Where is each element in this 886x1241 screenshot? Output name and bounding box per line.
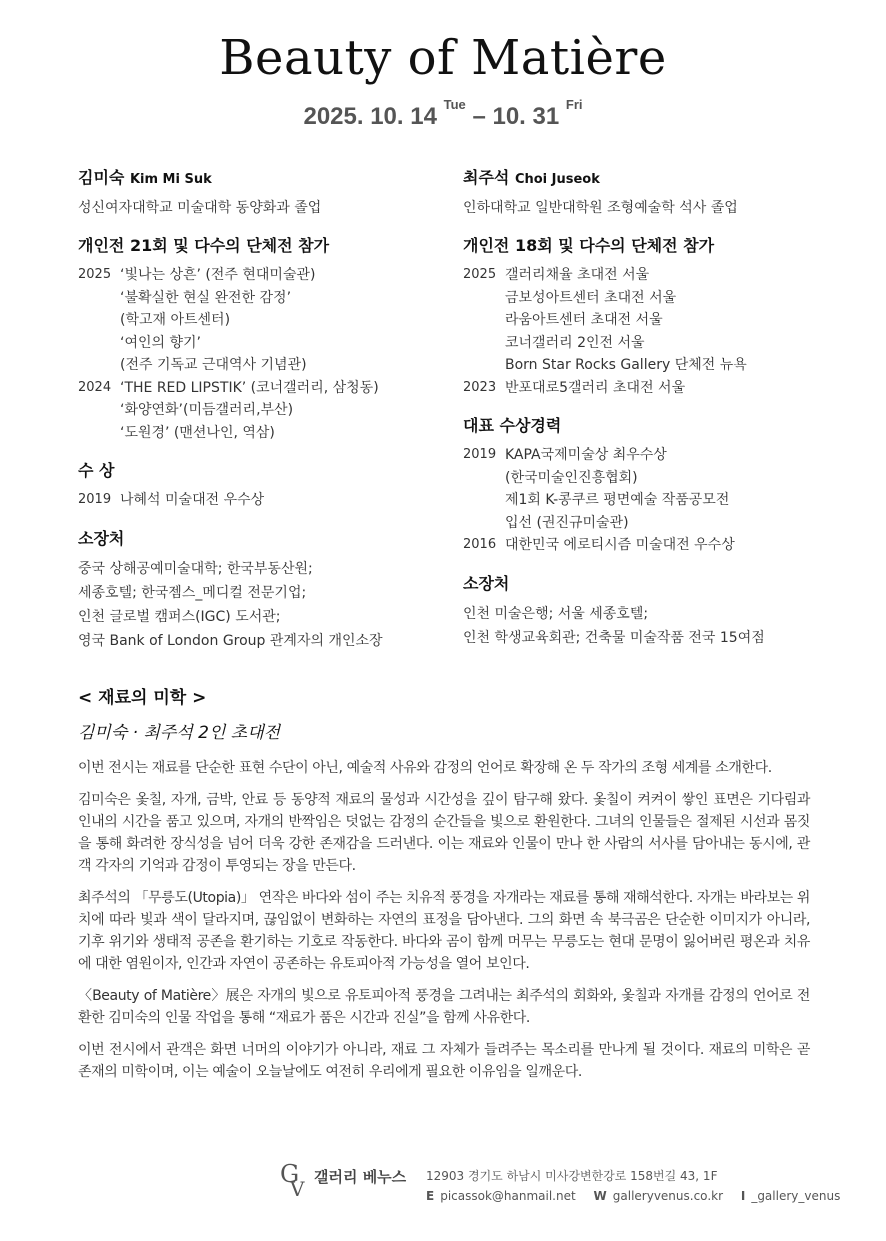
entry-line: ‘여인의 향기’ — [120, 334, 201, 351]
artist-name-ko: 최주석 — [463, 168, 510, 187]
entry-year: 2023 — [463, 379, 497, 395]
entry-year: 2019 — [78, 492, 112, 507]
exhibition-title: Beauty of Matière — [219, 30, 667, 86]
entry-lines — [505, 534, 735, 557]
awards-list — [78, 489, 468, 512]
collections-heading: 소장처 — [78, 528, 125, 548]
exhibitions-list — [78, 264, 468, 444]
collections-heading: 소장처 — [463, 573, 510, 593]
entry-line: KAPA국제미술상 최우수상 — [505, 447, 667, 463]
year-entry — [463, 534, 853, 557]
essay-paragraph: 이번 전시에서 관객은 화면 너머의 이야기가 아니라, 재료 그 자체가 들려주는 목소리를 만나게 될 것이다. 재료의 미학은 곧 존재의 미학이며, 이는 예술이 오늘날에도 여전히 우리에게 필요한 이유임을 일깨운다. — [78, 1042, 810, 1080]
entry-line: (전주 기독교 근대역사 기념관) — [120, 357, 307, 373]
artist-name — [463, 165, 853, 188]
entry-line: ‘화양연화’(미듬갤러리,부산) — [120, 402, 294, 418]
exhibition-dates — [0, 97, 886, 131]
collections-list — [463, 602, 853, 650]
day-end: Fri — [565, 97, 583, 112]
exhibitions-list — [463, 264, 853, 399]
collection-line: 인천 글로벌 캠퍼스(IGC) 도서관; — [78, 608, 281, 625]
entry-line: Born Star Rocks Gallery 단체전 뉴욕 — [505, 357, 747, 373]
artist-kim-column — [78, 165, 468, 653]
date-end: 10. 31 — [492, 103, 560, 130]
entry-line: 입선 (권진규미술관) — [505, 514, 629, 531]
instagram-label: I — [740, 1189, 746, 1203]
exhibitions-heading: 개인전 21회 및 다수의 단체전 참가 — [78, 236, 330, 255]
entry-line: 반포대로5갤러리 초대전 서울 — [505, 379, 686, 396]
entry-line: ‘도원경’ (맨션나인, 역삼) — [120, 424, 275, 441]
entry-line: 금보성아트센터 초대전 서울 — [505, 289, 677, 306]
email-link[interactable]: picassok@hanmail.net — [440, 1189, 576, 1203]
awards-heading: 수 상 — [78, 461, 115, 480]
year-entry — [78, 377, 468, 445]
entry-year: 2025 — [463, 267, 497, 282]
entry-line: 갤러리채율 초대전 서울 — [505, 267, 650, 283]
artist-name-en: Choi Juseok — [514, 172, 600, 187]
entry-line: 제1회 K-콩쿠르 평면예술 작품공모전 — [505, 492, 730, 508]
entry-year: 2019 — [463, 447, 497, 462]
gallery-address: 12903 경기도 하남시 미사강변한강로 158번길 43, 1F — [426, 1169, 718, 1183]
artist-name-en: Kim Mi Suk — [129, 172, 212, 187]
instagram-link[interactable]: _gallery_venus — [751, 1189, 841, 1203]
artist-education: 성신여자대학교 미술대학 동양화과 졸업 — [78, 200, 322, 216]
year-entry — [463, 377, 853, 400]
entry-line: 라움아트센터 초대전 서울 — [505, 312, 663, 328]
website-link[interactable]: galleryvenus.co.kr — [612, 1189, 724, 1203]
gallery-contacts — [426, 1189, 840, 1203]
entry-lines — [120, 264, 315, 377]
artist-choi-column — [463, 165, 853, 650]
entry-line: ‘불확실한 현실 완전한 감정’ — [120, 289, 292, 306]
gallery-name: 갤러리 베누스 — [314, 1168, 407, 1186]
collection-line: 영국 Bank of London Group 관계자의 개인소장 — [78, 632, 383, 649]
artist-name — [78, 165, 468, 188]
entry-lines — [120, 489, 264, 512]
entry-lines — [505, 377, 685, 400]
entry-line: (학고재 아트센터) — [120, 312, 231, 328]
entry-year: 2025 — [78, 267, 112, 282]
date-dash: – — [472, 103, 486, 130]
web-label: W — [593, 1189, 607, 1203]
entry-line: 코너갤러리 2인전 서울 — [505, 334, 645, 351]
essay-paragraph: 김미숙은 옻칠, 자개, 금박, 안료 등 동양적 재료의 물성과 시간성을 깊이 탐구해 왔다. 옻칠이 켜켜이 쌓인 표면은 기다림과 인내의 시간을 품고 있으며, 자개의 반짝임은 덧없는 감정의 순간들을 빛으로 환원한다. 그녀의 인물들은 절제된 시선과 몸짓을 통해 화려한 장식성을 넘어 더욱 강한 존재감을 드러낸다. 이는 재료와 인물이 만나 한 사람의 서사를 담아내는 동시에, 관객 각자의 기억과 감정이 투영되는 장을 만든다. — [78, 792, 810, 874]
collection-line: 인천 학생교육회관; 건축물 미술작품 전국 15여점 — [463, 629, 765, 646]
entry-line: 대한민국 에로티시즘 미술대전 우수상 — [505, 537, 735, 553]
entry-lines — [505, 264, 747, 377]
collections-list — [78, 557, 468, 653]
logo-letter-g: G — [280, 1160, 300, 1188]
year-entry — [463, 264, 853, 377]
entry-line: 나혜석 미술대전 우수상 — [120, 492, 265, 508]
awards-heading: 대표 수상경력 — [463, 416, 562, 435]
essay-section — [78, 683, 810, 1093]
exhibitions-heading: 개인전 18회 및 다수의 단체전 참가 — [463, 236, 715, 255]
artist-name-ko: 김미숙 — [78, 168, 125, 187]
gallery-logo-icon — [278, 1158, 312, 1200]
collection-line: 세종호텔; 한국젬스_메디컬 전문기업; — [78, 584, 307, 601]
entry-lines — [120, 377, 379, 445]
logo-letter-v: V — [290, 1177, 305, 1200]
entry-year: 2016 — [463, 537, 497, 552]
entry-line: ‘빛나는 상흔’ (전주 현대미술관) — [120, 267, 316, 283]
entry-line: ‘THE RED LIPSTIK’ (코너갤러리, 삼청동) — [120, 379, 379, 396]
email-label: E — [426, 1189, 435, 1203]
entry-lines — [505, 444, 729, 534]
artist-education: 인하대학교 일반대학원 조형예술학 석사 졸업 — [463, 200, 738, 216]
essay-heading: < 재료의 미학 > — [78, 688, 207, 708]
year-entry — [78, 264, 468, 377]
awards-list — [463, 444, 853, 557]
essay-paragraph: 이번 전시는 재료를 단순한 표현 수단이 아닌, 예술적 사유와 감정의 언어로 확장해 온 두 작가의 조형 세계를 소개한다. — [78, 760, 772, 776]
essay-subheading: 김미숙 · 최주석 2인 초대전 — [78, 723, 281, 743]
essay-paragraph: 〈Beauty of Matière〉展은 자개의 빛으로 유토피아적 풍경을 그려내는 최주석의 회화와, 옻칠과 자개를 감정의 언어로 전환한 김미숙의 인물 작업을 통해 “재료가 품은 시간과 진실”을 함께 사유한다. — [78, 988, 810, 1026]
day-start: Tue — [443, 97, 466, 112]
essay-paragraph: 최주석의 「무릉도(Utopia)」 연작은 바다와 섬이 주는 치유적 풍경을 자개라는 재료를 통해 재해석한다. 자개는 바라보는 위치에 따라 빛과 색이 달라지며, 끊임없이 변화하는 자연의 표정을 담아낸다. 그의 화면 속 북극곰은 단순한 이미지가 아니라, 기후 위기와 생태적 공존을 환기하는 기호로 작동한다. 바다와 곰이 함께 머무는 무릉도는 현대 문명이 잃어버린 평온과 치유에 대한 염원이자, 인간과 자연이 공존하는 유토피아적 가능성을 열어 보인다. — [78, 890, 810, 972]
collection-line: 중국 상해공예미술대학; 한국부동산원; — [78, 560, 313, 577]
year-entry — [78, 489, 468, 512]
entry-year: 2024 — [78, 379, 112, 395]
entry-line: (한국미술인진흥협회) — [505, 469, 638, 486]
date-start: 2025. 10. 14 — [303, 103, 437, 130]
gallery-footer — [278, 1160, 841, 1210]
year-entry — [463, 444, 853, 534]
collection-line: 인천 미술은행; 서울 세종호텔; — [463, 605, 649, 622]
